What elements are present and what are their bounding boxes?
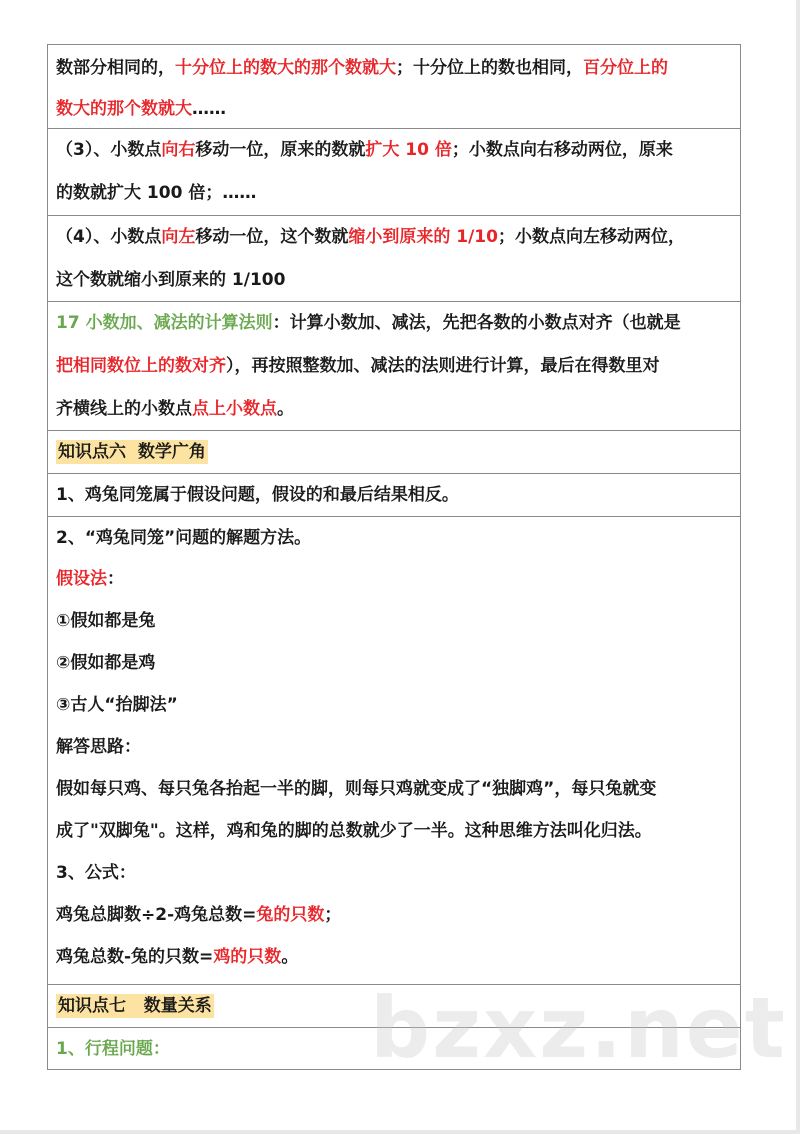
method-label: 假设法 <box>56 569 107 589</box>
text-line <box>56 474 732 516</box>
text-line <box>56 558 732 600</box>
notes-table <box>47 44 741 1070</box>
text-line <box>56 86 732 127</box>
text-run: ②假如都是鸡 <box>56 653 156 673</box>
text-line <box>56 216 732 259</box>
watermark: bzxz.net <box>370 979 787 1077</box>
text-line <box>56 172 732 215</box>
emphasis-text: 向右 <box>161 140 196 160</box>
emphasis-text: 把相同数位上的数对齐 <box>56 356 226 376</box>
text-line <box>56 345 732 388</box>
text-line <box>56 985 732 1027</box>
text-run: 2、“鸡兔同笼”问题的解题方法。 <box>56 528 312 548</box>
text-run: 移动一位，原来的数就 <box>195 140 366 160</box>
section-heading: 知识点六 数学广角 <box>58 442 206 462</box>
text-run: 解答思路： <box>56 737 141 757</box>
section-heading-row <box>48 984 740 1027</box>
text-line <box>56 388 732 430</box>
emphasis-text: 兔的只数 <box>256 905 325 925</box>
emphasis-text: 点上小数点 <box>192 399 277 419</box>
text-run: ；小数点向左移动两位， <box>497 227 685 247</box>
text-run: 齐横线上的小数点 <box>56 399 192 419</box>
text-line <box>56 259 732 301</box>
text-run: 1、鸡兔同笼属于假设问题，假设的和最后结果相反。 <box>56 485 459 505</box>
text-run: ①假如都是兔 <box>56 611 156 631</box>
formula-line <box>56 894 732 936</box>
text-line <box>56 45 732 86</box>
table-row <box>48 45 740 128</box>
text-line <box>56 129 732 172</box>
text-line <box>56 431 732 473</box>
text-run: 这个数就缩小到原来的 1/100 <box>56 270 286 290</box>
table-row <box>48 516 740 984</box>
rule-title: 17 小数加、减法的计算法则 <box>56 313 273 333</box>
emphasis-text: 百分位上的 <box>583 58 668 78</box>
emphasis-text: 数大的那个数就大 <box>56 99 192 119</box>
text-run: 。 <box>277 399 294 419</box>
list-item <box>56 642 732 684</box>
table-row <box>48 1027 740 1069</box>
text-run: ：计算小数加、减法，先把各数的小数点对齐（也就是 <box>272 313 681 333</box>
text-run: 的数就扩大 100 倍；…… <box>56 183 257 203</box>
formula-line <box>56 936 732 978</box>
text-run: （3）、小数点 <box>56 140 162 160</box>
text-run: …… <box>192 99 226 119</box>
text-run: ；十分位上的数也相同， <box>396 58 583 78</box>
text-run: ： <box>107 569 124 589</box>
list-item <box>56 684 732 726</box>
text-line <box>56 768 732 810</box>
text-line <box>56 517 732 558</box>
table-row <box>48 473 740 516</box>
text-run: 数部分相同的， <box>56 58 175 78</box>
text-run: ；小数点向右移动两位，原来 <box>451 140 673 160</box>
text-line <box>56 1028 732 1069</box>
table-row <box>48 301 740 430</box>
emphasis-text: 向左 <box>161 227 196 247</box>
text-line <box>56 810 732 852</box>
text-run: 成了"双脚兔"。这样，鸡和兔的脚的总数就少了一半。这种思维方法叫化归法。 <box>56 821 652 841</box>
list-item <box>56 600 732 642</box>
text-line <box>56 852 732 894</box>
text-run: ； <box>324 905 342 925</box>
text-run: 鸡兔总数-兔的只数= <box>56 947 214 967</box>
text-run: ），再按照整数加、减法的法则进行计算，最后在得数里对 <box>226 356 660 376</box>
table-row <box>48 128 740 215</box>
section-heading-row <box>48 430 740 473</box>
text-run: 移动一位，这个数就 <box>195 227 349 247</box>
text-run: ③古人“抬脚法” <box>56 695 178 715</box>
emphasis-text: 十分位上的数大的那个数就大 <box>175 58 396 78</box>
subsection-title: 1、行程问题： <box>56 1039 170 1059</box>
emphasis-text: 鸡的只数 <box>213 947 282 967</box>
text-run: 3、公式： <box>56 863 136 883</box>
text-line <box>56 302 732 345</box>
text-run: 假如每只鸡、每只兔各抬起一半的脚，则每只鸡就变成了“独脚鸡”，每只兔就变 <box>56 779 657 799</box>
emphasis-text: 扩大 10 倍 <box>365 140 452 160</box>
section-heading: 知识点七 数量关系 <box>58 996 212 1016</box>
table-row <box>48 215 740 301</box>
text-run: （4）、小数点 <box>56 227 162 247</box>
text-line <box>56 726 732 768</box>
text-run: 鸡兔总脚数÷2-鸡兔总数= <box>56 905 257 925</box>
emphasis-text: 缩小到原来的 1/10 <box>348 227 498 247</box>
text-run: 。 <box>281 947 299 967</box>
